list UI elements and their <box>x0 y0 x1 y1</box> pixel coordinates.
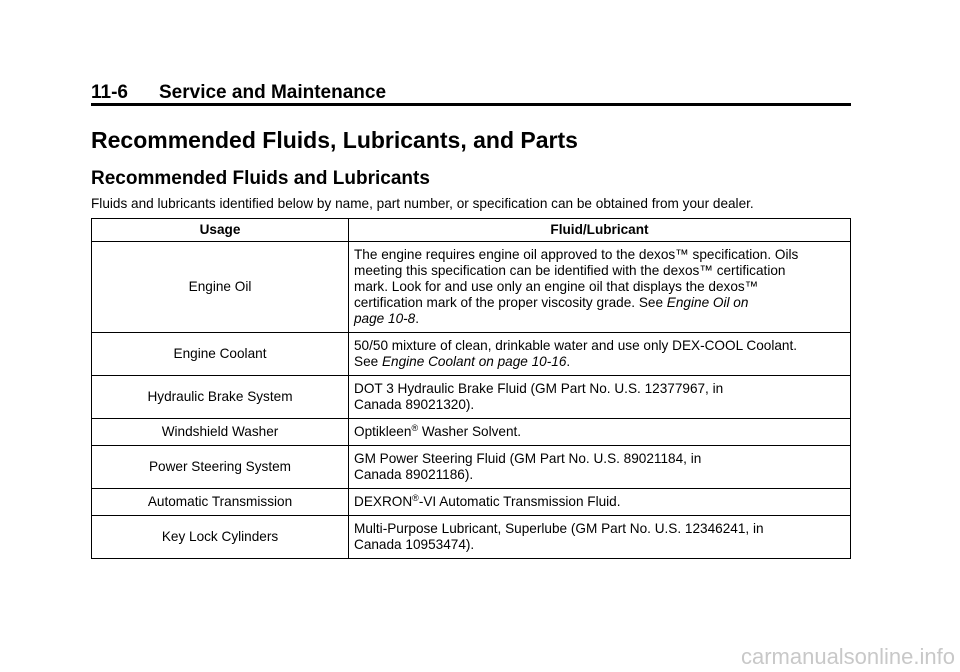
fluid-text-line: 50/50 mixture of clean, drinkable water and use only DEX-COOL Coolant. <box>354 338 798 353</box>
fluid-text-line: Canada 89021320). <box>354 397 475 412</box>
fluid-cell <box>349 446 851 489</box>
header-rule <box>91 103 851 106</box>
usage-cell: Windshield Washer <box>92 419 349 446</box>
fluid-cell <box>349 242 851 333</box>
fluid-text-line: GM Power Steering Fluid (GM Part No. U.S. 89021184, in <box>354 451 702 466</box>
table-row-engine-coolant <box>92 333 851 376</box>
fluid-text-line: meeting this specification can be identified with the dexos™ certification <box>354 263 786 278</box>
table-header-row <box>92 219 851 242</box>
fluid-text-line: certification mark of the proper viscosity grade. See <box>354 295 667 310</box>
usage-cell: Engine Coolant <box>92 333 349 376</box>
page-number: 11-6 <box>91 82 128 103</box>
fluid-cell <box>349 516 851 559</box>
fluid-text-line: -VI Automatic Transmission Fluid. <box>418 494 621 509</box>
brand-name: DEXRON <box>354 494 413 509</box>
fluid-cell <box>349 333 851 376</box>
fluid-cell <box>349 419 851 446</box>
table-row-windshield-washer <box>92 419 851 446</box>
table-row-power-steering <box>92 446 851 489</box>
intro-paragraph: Fluids and lubricants identified below by name, part number, or specification can be obtained from your dealer. <box>91 196 754 211</box>
fluid-text-line: The engine requires engine oil approved to the dexos™ specification. Oils <box>354 247 799 262</box>
usage-cell: Automatic Transmission <box>92 489 349 516</box>
table-row-automatic-transmission <box>92 489 851 516</box>
engine-oil-reference-page[interactable]: page 10-8 <box>354 311 416 326</box>
fluids-table <box>91 218 851 559</box>
page-heading: Recommended Fluids, Lubricants, and Parts <box>91 127 578 153</box>
fluid-text-line: See <box>354 354 382 369</box>
fluid-cell <box>349 489 851 516</box>
fluid-text-line: Canada 10953474). <box>354 537 475 552</box>
usage-cell: Power Steering System <box>92 446 349 489</box>
fluid-text-line: mark. Look for and use only an engine oil that displays the dexos™ <box>354 279 759 294</box>
usage-cell: Engine Oil <box>92 242 349 333</box>
fluid-text-line: DOT 3 Hydraulic Brake Fluid (GM Part No. U.S. 12377967, in <box>354 381 724 396</box>
usage-cell: Key Lock Cylinders <box>92 516 349 559</box>
table-row-hydraulic-brake <box>92 376 851 419</box>
table-row-key-lock <box>92 516 851 559</box>
table-row-engine-oil <box>92 242 851 333</box>
fluid-column-header: Fluid/Lubricant <box>349 219 851 242</box>
usage-cell: Hydraulic Brake System <box>92 376 349 419</box>
fluid-text-line: Multi-Purpose Lubricant, Superlube (GM Part No. U.S. 12346241, in <box>354 521 764 536</box>
sentence-end: . <box>415 311 420 326</box>
engine-coolant-reference-link[interactable]: Engine Coolant on page 10-16 <box>381 354 567 369</box>
watermark: carmanualsonline.info <box>740 644 955 669</box>
usage-column-header: Usage <box>92 219 349 242</box>
fluid-text-line: Canada 89021186). <box>354 467 474 482</box>
section-title: Service and Maintenance <box>159 82 387 103</box>
brand-name: Optikleen <box>354 424 412 439</box>
sentence-end: . <box>566 354 571 369</box>
engine-oil-reference-link[interactable]: Engine Oil on <box>666 295 749 310</box>
registered-mark: ® <box>412 493 419 503</box>
fluid-text-line: Washer Solvent. <box>418 424 522 439</box>
registered-mark: ® <box>411 423 419 433</box>
section-subheading: Recommended Fluids and Lubricants <box>91 168 430 189</box>
fluid-cell <box>349 376 851 419</box>
